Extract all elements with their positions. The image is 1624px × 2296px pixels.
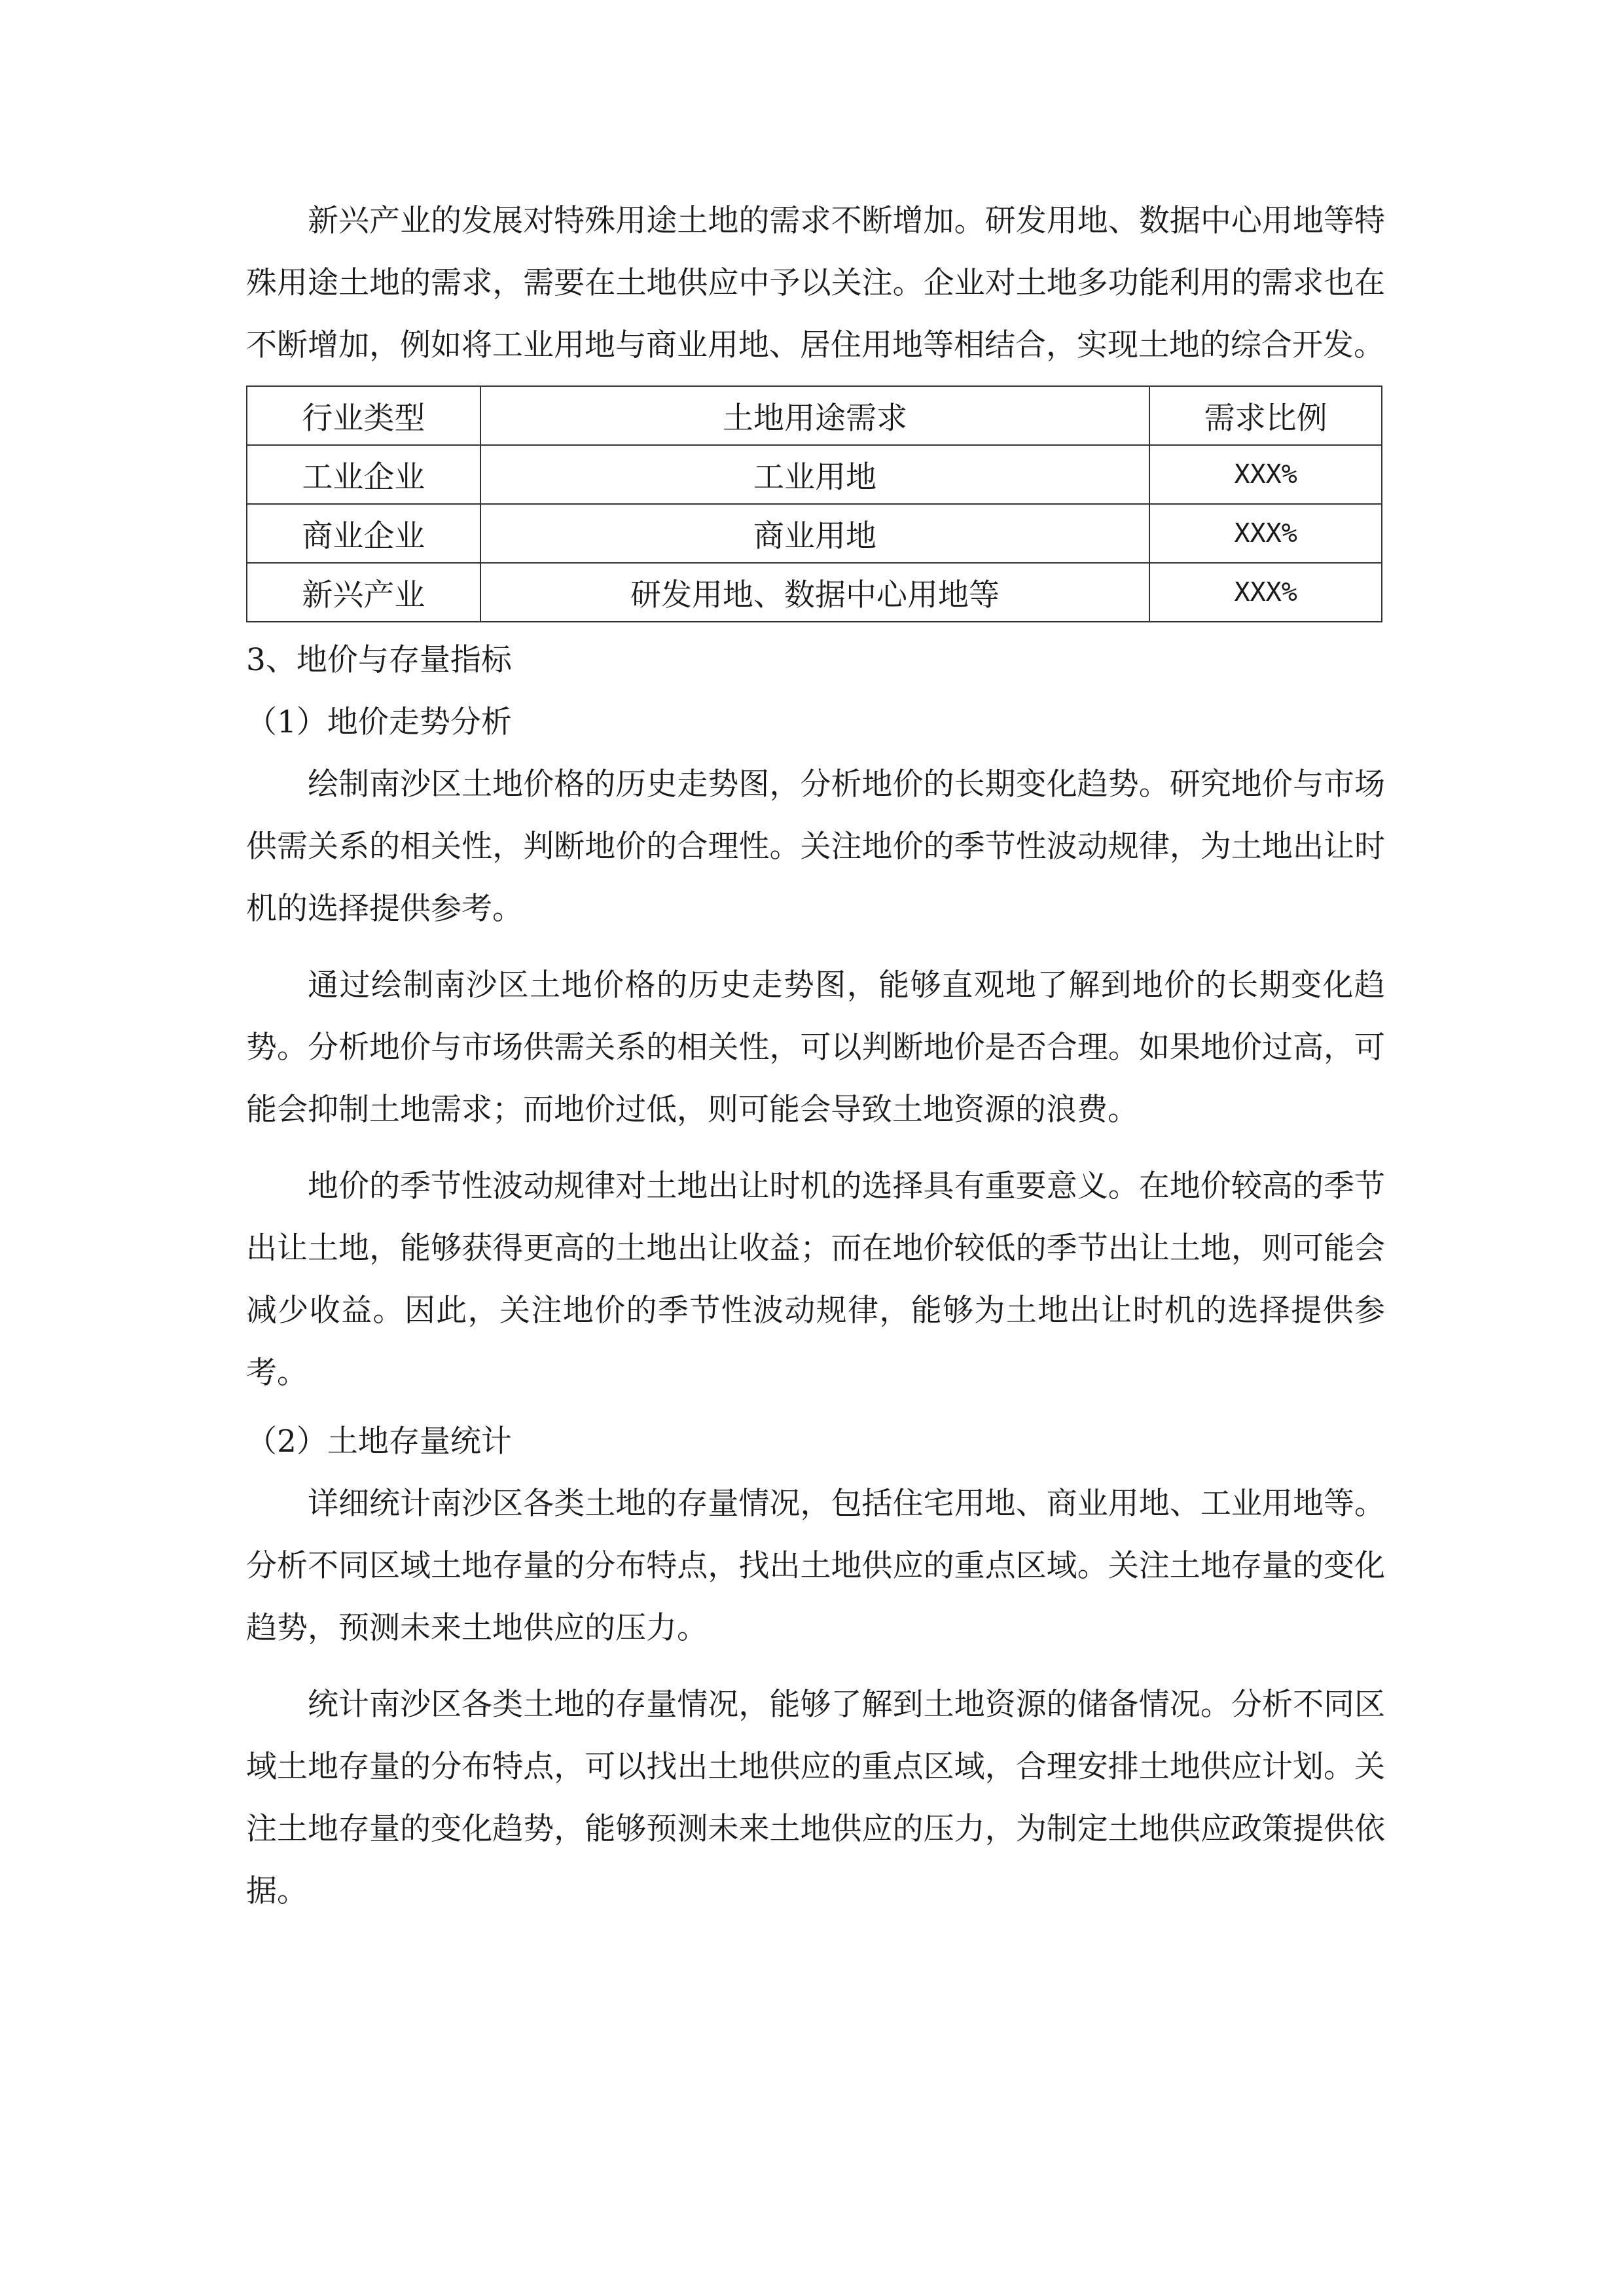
table-row: [247, 563, 1382, 622]
cell-industry: 商业企业: [247, 504, 480, 563]
table-row: [247, 445, 1382, 504]
intro-paragraph: 新兴产业的发展对特殊用途土地的需求不断增加。研发用地、数据中心用地等特殊用途土地的需求，需要在土地供应中予以关注。企业对土地多功能利用的需求也在不断增加，例如将工业用地与商业用地、居住用地等相结合，实现土地的综合开发。: [246, 203, 1385, 363]
spacer: [246, 1404, 1385, 1410]
land-demand-table: [246, 386, 1382, 622]
header-demand-ratio: 需求比例: [1149, 386, 1382, 445]
table-row: [247, 504, 1382, 563]
document-page: [246, 190, 1385, 1922]
table-header-row: [247, 386, 1382, 445]
header-land-use-demand: 土地用途需求: [480, 386, 1150, 445]
cell-industry: 工业企业: [247, 445, 480, 504]
section-heading: 3、地价与存量指标: [246, 642, 512, 678]
sub-heading-land-price-trend: （1）地价走势分析: [246, 704, 512, 740]
paragraph: 统计南沙区各类土地的存量情况，能够了解到土地资源的储备情况。分析不同区域土地存量的分布特点，可以找出土地供应的重点区域，合理安排土地供应计划。关注土地存量的变化趋势，能够预测未来土地供应的压力，为制定土地供应政策提供依据。: [246, 1687, 1385, 1909]
paragraph: 详细统计南沙区各类土地的存量情况，包括住宅用地、商业用地、工业用地等。分析不同区域土地存量的分布特点，找出土地供应的重点区域。关注土地存量的变化趋势，预测未来土地供应的压力。: [246, 1486, 1385, 1646]
paragraph: 通过绘制南沙区土地价格的历史走势图，能够直观地了解到地价的长期变化趋势。分析地价与市场供需关系的相关性，可以判断地价是否合理。如果地价过高，可能会抑制土地需求；而地价过低，则可能会导致土地资源的浪费。: [246, 967, 1385, 1128]
cell-ratio: XXX%: [1149, 504, 1382, 563]
cell-land-use: 商业用地: [480, 504, 1150, 563]
paragraph: 地价的季节性波动规律对土地出让时机的选择具有重要意义。在地价较高的季节出让土地，能够获得更高的土地出让收益；而在地价较低的季节出让土地，则可能会减少收益。因此，关注地价的季节性波动规律，能够为土地出让时机的选择提供参考。: [246, 1168, 1385, 1391]
sub-heading-land-stock-statistics: （2）土地存量统计: [246, 1424, 512, 1460]
paragraph: 绘制南沙区土地价格的历史走势图，分析地价的长期变化趋势。研究地价与市场供需关系的相关性，判断地价的合理性。关注地价的季节性波动规律，为土地出让时机的选择提供参考。: [246, 766, 1385, 927]
cell-land-use: 工业用地: [480, 445, 1150, 504]
cell-ratio: XXX%: [1149, 563, 1382, 622]
header-industry-type: 行业类型: [247, 386, 480, 445]
cell-industry: 新兴产业: [247, 563, 480, 622]
cell-land-use: 研发用地、数据中心用地等: [480, 563, 1150, 622]
cell-ratio: XXX%: [1149, 445, 1382, 504]
